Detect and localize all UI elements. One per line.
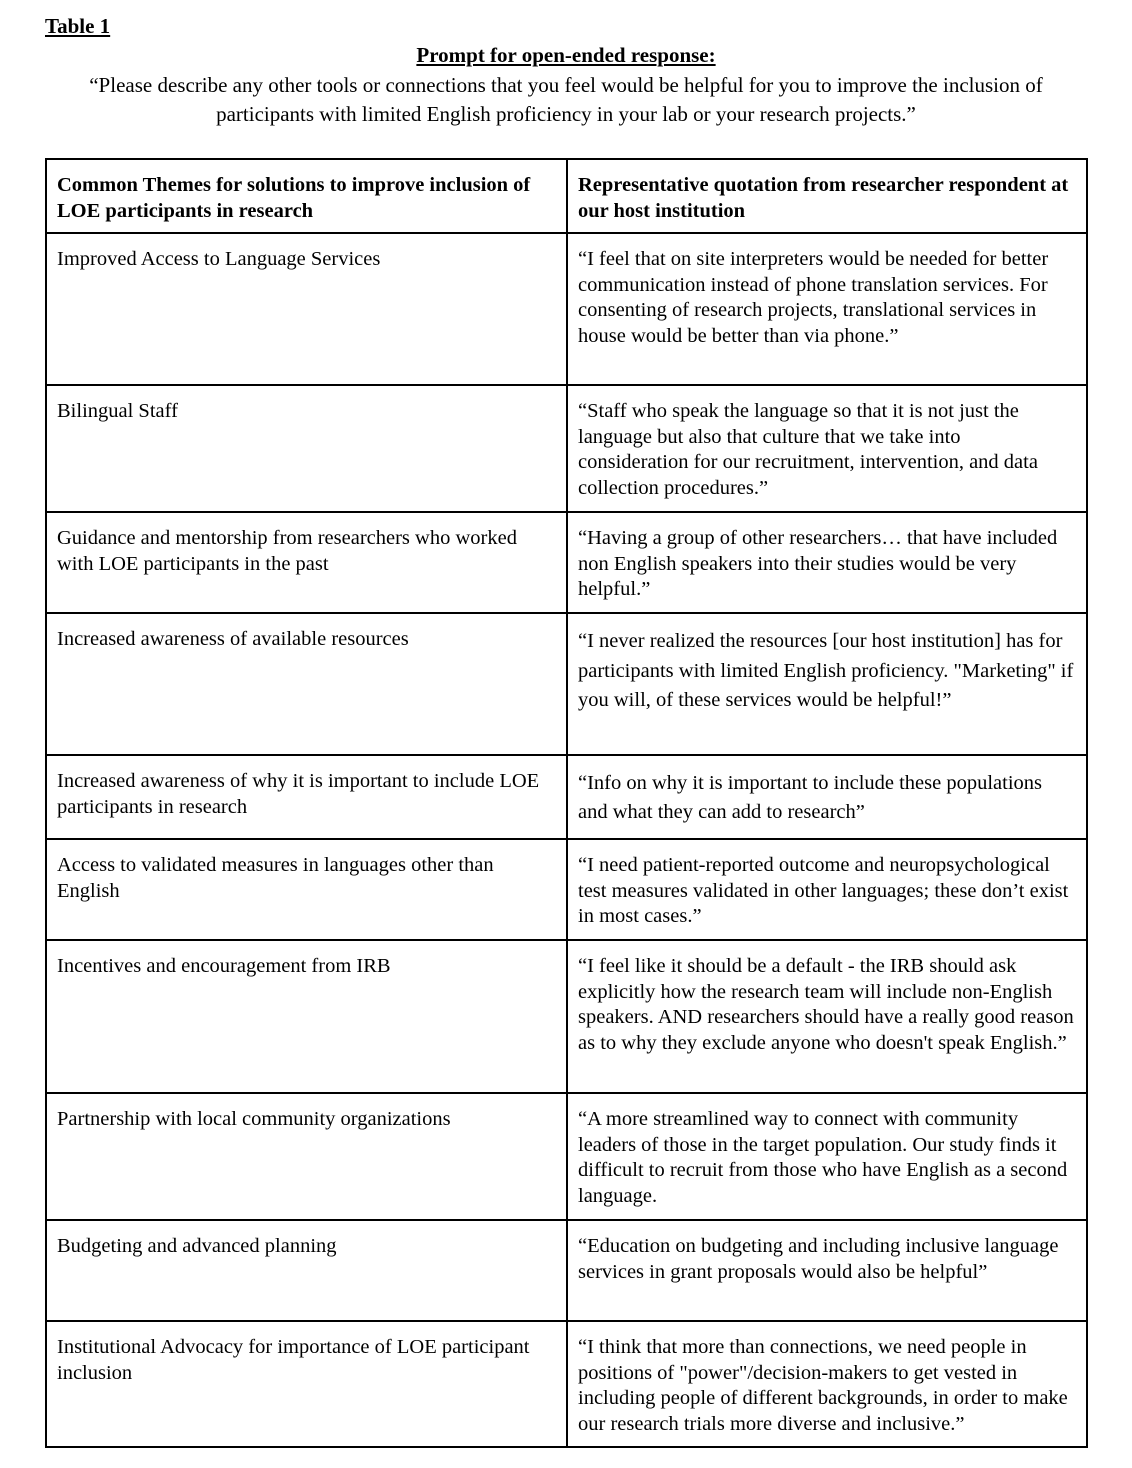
prompt-heading: Prompt for open-ended response: — [416, 43, 716, 67]
table-label: Table 1 — [45, 14, 111, 38]
quote-cell: “I feel that on site interpreters would be needed for better communication instead of phone translation services. For consenting of research projects, translational services in house would be better than via phone.” — [567, 233, 1087, 385]
quote-cell: “Info on why it is important to include these populations and what they can add to research” — [567, 755, 1087, 839]
table-row — [46, 512, 1087, 613]
table-row — [46, 755, 1087, 839]
quote-cell: “Having a group of other researchers… that have included non English speakers into their studies would be very helpful.” — [567, 512, 1087, 613]
theme-cell: Increased awareness of why it is important to include LOE participants in research — [46, 755, 567, 839]
theme-cell: Guidance and mentorship from researchers who worked with LOE participants in the past — [46, 512, 567, 613]
theme-cell: Bilingual Staff — [46, 385, 567, 512]
theme-cell: Access to validated measures in languages other than English — [46, 839, 567, 940]
column-header-quotation: Representative quotation from researcher respondent at our host institution — [567, 159, 1087, 233]
table-row — [46, 1220, 1087, 1321]
quote-cell: “Staff who speak the language so that it is not just the language but also that culture that we take into consideration for our recruitment, intervention, and data collection procedures.” — [567, 385, 1087, 512]
table-row — [46, 385, 1087, 512]
quote-cell: “I think that more than connections, we need people in positions of "power"/decision-makers to get vested in including people of different backgrounds, in order to make our research trials more diverse and inclusive.” — [567, 1321, 1087, 1447]
quote-cell: “Education on budgeting and including inclusive language services in grant proposals would also be helpful” — [567, 1220, 1087, 1321]
table-row — [46, 233, 1087, 385]
table-row — [46, 1321, 1087, 1447]
table-row — [46, 940, 1087, 1093]
quote-cell: “I need patient-reported outcome and neuropsychological test measures validated in other languages; these don’t exist in most cases.” — [567, 839, 1087, 940]
theme-cell: Institutional Advocacy for importance of LOE participant inclusion — [46, 1321, 567, 1447]
table-row — [46, 1093, 1087, 1220]
table-row — [46, 839, 1087, 940]
theme-cell: Improved Access to Language Services — [46, 233, 567, 385]
quote-cell: “I never realized the resources [our host institution] has for participants with limited English proficiency. "Marketing" if you will, of these services would be helpful!” — [567, 613, 1087, 755]
quote-cell: “A more streamlined way to connect with community leaders of those in the target population. Our study finds it difficult to recruit from those who have English as a second language. — [567, 1093, 1087, 1220]
table-row — [46, 613, 1087, 755]
quote-cell: “I feel like it should be a default - the IRB should ask explicitly how the research team will include non-English speakers. AND researchers should have a really good reason as to why they exclude anyone who doesn't speak English.” — [567, 940, 1087, 1093]
table-header-row — [46, 159, 1087, 233]
themes-table — [45, 158, 1088, 1448]
prompt-text: “Please describe any other tools or connections that you feel would be helpful for you to improve the inclusion of participants with limited English proficiency in your lab or your research projects.” — [89, 73, 1043, 126]
theme-cell: Partnership with local community organizations — [46, 1093, 567, 1220]
theme-cell: Increased awareness of available resources — [46, 613, 567, 755]
theme-cell: Incentives and encouragement from IRB — [46, 940, 567, 1093]
theme-cell: Budgeting and advanced planning — [46, 1220, 567, 1321]
column-header-themes: Common Themes for solutions to improve inclusion of LOE participants in research — [46, 159, 567, 233]
